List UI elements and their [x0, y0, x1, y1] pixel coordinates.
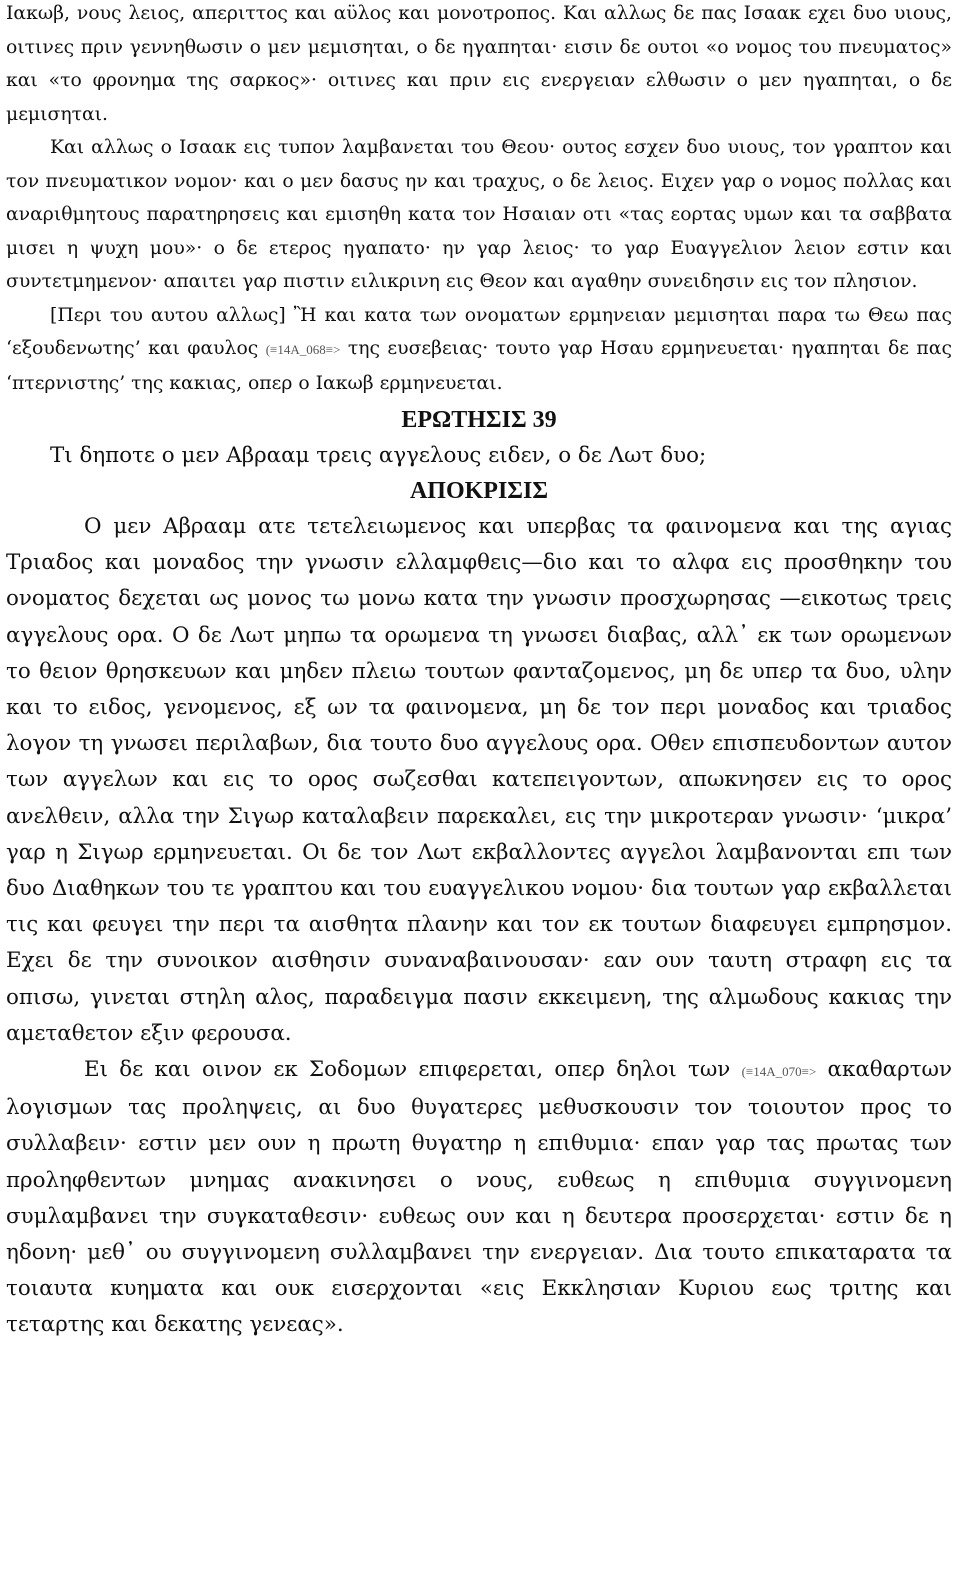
paragraph-intro: Ιακωβ, νους λειος, απεριττος και αϋλος και μονοτροπος. Και αλλως δε πας Ισαακ εχει δυο υιους, οιτινες πριν γεννηθωσιν ο μεν μεμισηται, ο δε ηγαπηται· εισιν δε ουτοι «ο νομος του πνευματος» και «το φρονημα της σαρκος»· οιτινες και πριν εις ενεργειαν ελθωσιν ο μεν ηγαπηται, ο δε μεμισηται.: [6, 3, 952, 125]
answer-heading: ΑΠΟΚΡΙΣΙΣ: [409, 478, 549, 504]
page-marker: (≡14A_068≡>: [265, 342, 341, 357]
paragraph-text: [Περι του αυτου αλλως] Ἢ και κατα των ονοματων ερμηνειαν μεμισηται παρα τω Θεω πας ‘εξουδενωτης’ και φαυλος: [6, 304, 952, 359]
question-text: Τι δηποτε ο μεν Αβρααμ τρεις αγγελους ειδεν, ο δε Λωτ δυο;: [50, 443, 707, 468]
page-marker: (≡14A_070≡>: [741, 1064, 817, 1080]
paragraph-text: ακαθαρτων λογισμων τας προληψεις, αι δυο θυγατερες μεθυσκουσιν τον τοιουτον προς το συλλαβειν· εστιν μεν ουν η πρωτη θυγατηρ η επιθυμια· επαν γαρ τας πρωτας των προληφθεντων μνημας ανακινησει ο νους, ευθεως η επιθυμια συγγινομενη συμλαμβανει την συγκαταθεσιν· ευθεως ουν και η δευτερα προσερχεται· εστιν δε η ηδονη· μεθ᾽ ου συγγινομενη συλλαμβανει την ενεργειαν. Δια τουτο επικαταρατα τα τοιαυτα κυηματα και ουκ εισερχονται «εις Εκκλησιαν Κυριου εως τριτης και τεταρτης και δεκατης γενεας».: [6, 1057, 952, 1338]
paragraph-isaac-type: Και αλλως ο Ισαακ εις τυπον λαμβανεται του Θεου· ουτος εσχεν δυο υιους, τον γραπτον και τον πνευματικον νομον· και ο μεν δασυς ην και τραχυς, ο δε λειος. Ειχεν γαρ ο νομος πολλας και αναριθμητους παρατηρησεις και εμισηθη κατα τον Ησαιαν οτι «τας εορτας υμων και τα σαββατα μισει η ψυχη μου»· ο δε ετερος ηγαπατο· ην γαρ λειος· το γαρ Ευαγγελιον λειον εστιν και συντετμημενον· απαιτει γαρ πιστιν ειλικρινη εις Θεον και αγαθην συνειδησιν εις τον πλησιον.: [6, 137, 952, 292]
paragraph-sodom: [6, 1052, 952, 1344]
paragraph-text: Ει δε και οινον εκ Σοδομων επιφερεται, οπερ δηλοι των: [84, 1057, 731, 1083]
paragraph-text: της ευσεβειας· τουτο γαρ Ησαυ ερμηνευεται· ηγαπηται δε πας ‘πτερνιστης’ της κακιας, οπερ ο Ιακωβ ερμηνευεται.: [6, 338, 952, 394]
paragraph-name-meaning: [6, 299, 952, 401]
paragraph-answer: Ο μεν Αβρααμ ατε τετελειωμενος και υπερβας τα φαινομενα και της αγιας Τριαδος και μοναδος την γνωσιν ελλαμφθεις—διο και το αλφα εις προσθηκην του ονοματος δεχεται ως μονος τω μονω κατα την γνωσιν προσχωρησας —εικοτως τρεις αγγελους ορα. Ο δε Λωτ μηπω τα ορωμενα τη γνωσει διαβας, αλλ᾽ εκ των ορωμενων το θειον θρησκευων και μηδεν πλειω τουτων φανταζομενος, μη δε υπερ τα δυο, υλην και το ειδος, γενομενος, εξ ων τα φαινομενα, μη δε τον περι μοναδος και τριαδος λογον τη γνωσει περιλαβων, δια τουτο δυο αγγελους ορα. Οθεν επισπευδοντων αυτον των αγγελων και εις το ορος σωζεσθαι κατεπειγοντων, απωκνησεν εις το ορος ανελθειν, αλλα την Σιγωρ καταλαβειν παρεκαλει, εις την μικροτεραν γνωσιν· ‘μικρα’ γαρ η Σιγωρ ερμηνευεται. Οι δε τον Λωτ εκβαλλοντες αγγελοι λαμβανονται επι των δυο Διαθηκων του τε γραπτου και του ευαγγελικου νομου· δια τουτων γαρ εκβαλλεται τις και φευγει την περι τα αισθητα πλανην και τον εκ τουτων διαφευγει εμπρησμον. Εχει δε την συνοικον αισθησιν συναναβαινουσαν· εαν ουν ταυτη στραφη εις τα οπισω, γινεται στηλη αλος, παραδειγμα πασιν εκκειμενη, της αλμωδους κακιας την αμεταθετον εξιν φερουσα.: [6, 514, 952, 1046]
question-heading: ΕΡΩΤΗΣΙΣ 39: [401, 407, 557, 433]
